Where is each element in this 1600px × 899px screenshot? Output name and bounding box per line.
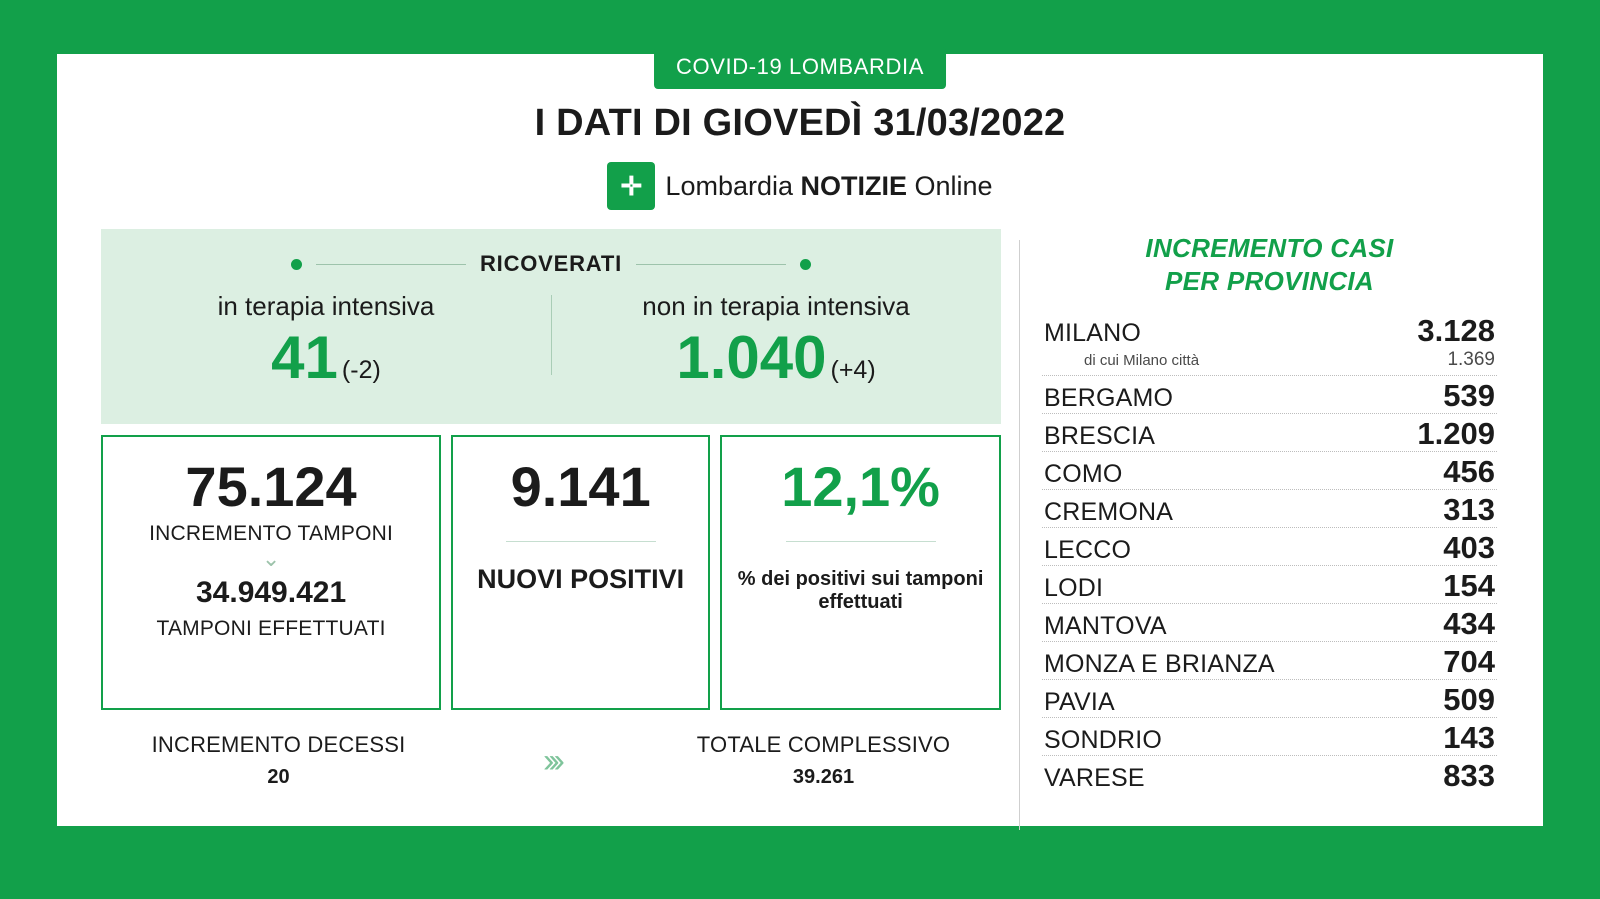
province-value: 704: [1443, 644, 1495, 679]
province-value: 509: [1443, 682, 1495, 717]
province-name: SONDRIO: [1044, 726, 1163, 754]
table-row: [1042, 566, 1497, 604]
province-column: [1042, 232, 1497, 794]
bullet-dot-right-icon: [800, 259, 811, 270]
ricoverati-values: [101, 291, 1001, 389]
divider-line: [506, 541, 656, 542]
province-name: LECCO: [1044, 536, 1132, 564]
non-terapia-intensiva-number: 1.040: [676, 324, 827, 391]
province-value: 434: [1443, 606, 1495, 641]
province-title: [1042, 232, 1497, 297]
decessi-label: INCREMENTO DECESSI: [151, 732, 406, 757]
totale-block: [646, 732, 1001, 789]
rule-left: [316, 264, 466, 265]
province-value: 456: [1443, 454, 1495, 489]
ricoverati-panel: [101, 229, 1001, 424]
province-name: VARESE: [1044, 764, 1145, 792]
terapia-intensiva-block: [101, 291, 551, 389]
nuovi-positivi-value: 9.141: [510, 455, 651, 518]
arrows-icon: ›››: [543, 742, 559, 780]
province-title-line1: INCREMENTO CASI: [1145, 233, 1394, 263]
percentuale-label: % dei positivi sui tamponi effettuati: [737, 568, 984, 613]
province-value: 1.209: [1417, 416, 1495, 451]
table-row: [1042, 756, 1497, 794]
ricoverati-title: RICOVERATI: [479, 251, 623, 276]
province-name: CREMONA: [1044, 498, 1174, 526]
non-terapia-intensiva-block: [551, 291, 1001, 389]
province-name: COMO: [1044, 460, 1123, 488]
province-title-line2: PER PROVINCIA: [1164, 265, 1375, 296]
table-row: [1042, 680, 1497, 718]
percentuale-card: [720, 435, 1001, 710]
page-title: I DATI DI GIOVEDÌ 31/03/2022: [534, 102, 1066, 144]
rule-right: [636, 264, 786, 265]
table-row: [1042, 452, 1497, 490]
province-name: MANTOVA: [1044, 612, 1167, 640]
brand-text-part3: Online: [907, 170, 993, 201]
milano-citta-label: di cui Milano città: [1084, 352, 1200, 369]
province-list: [1042, 311, 1497, 794]
nuovi-positivi-label: NUOVI POSITIVI: [477, 564, 685, 594]
province-name: LODI: [1044, 574, 1104, 602]
table-row: [1042, 642, 1497, 680]
totale-value: 39.261: [792, 766, 855, 788]
brand-lockup: [57, 162, 1543, 210]
table-row: [1042, 376, 1497, 414]
percentuale-value: 12,1%: [781, 455, 940, 518]
tamponi-incremento-label: INCREMENTO TAMPONI: [149, 522, 394, 545]
totale-label: TOTALE COMPLESSIVO: [696, 732, 951, 757]
province-name: MILANO: [1044, 319, 1142, 347]
province-name: BERGAMO: [1044, 384, 1174, 412]
table-row: [1042, 604, 1497, 642]
terapia-intensiva-delta: (-2): [341, 356, 381, 384]
terapia-intensiva-number: 41: [271, 324, 338, 391]
decessi-value: 20: [267, 766, 290, 788]
non-terapia-intensiva-delta: (+4): [830, 356, 876, 384]
logo-glyph: ✛: [620, 171, 643, 201]
province-name: BRESCIA: [1044, 422, 1156, 450]
ricoverati-header: [101, 251, 1001, 277]
table-row: [1042, 528, 1497, 566]
ribbon-banner: COVID-19 LOMBARDIA: [654, 47, 946, 89]
column-divider: [1019, 240, 1020, 830]
table-row-sub: [1042, 349, 1497, 376]
nuovi-positivi-card: [451, 435, 710, 710]
non-terapia-intensiva-label: non in terapia intensiva: [642, 291, 910, 321]
province-value: 313: [1443, 492, 1495, 527]
province-value: 143: [1443, 720, 1495, 755]
infographic-card: [57, 54, 1543, 826]
milano-citta-value: 1.369: [1447, 349, 1495, 370]
tamponi-card: [101, 435, 441, 710]
left-column: [101, 229, 1001, 789]
table-row: [1042, 718, 1497, 756]
tamponi-incremento-value: 75.124: [185, 455, 357, 518]
province-value: 154: [1443, 568, 1495, 603]
table-row: [1042, 311, 1497, 349]
divider-line-2: [786, 541, 936, 542]
brand-text: [665, 171, 992, 202]
terapia-intensiva-value: [101, 326, 551, 389]
table-row: [1042, 490, 1497, 528]
tamponi-totale-value: 34.949.421: [195, 576, 347, 609]
bottom-row: [101, 732, 1001, 789]
terapia-intensiva-label: in terapia intensiva: [217, 291, 435, 321]
tamponi-totale-label: TAMPONI EFFETTUATI: [156, 617, 386, 640]
chevron-down-icon: ⌄: [261, 546, 281, 571]
brand-text-part1: Lombardia: [665, 170, 801, 201]
province-name: MONZA E BRIANZA: [1044, 650, 1275, 678]
province-value: 403: [1443, 530, 1495, 565]
province-name: PAVIA: [1044, 688, 1115, 716]
province-value: 3.128: [1417, 313, 1495, 348]
brand-text-part2: NOTIZIE: [800, 170, 908, 201]
province-value: 833: [1443, 758, 1495, 793]
non-terapia-intensiva-value: [551, 326, 1001, 389]
decessi-block: [101, 732, 456, 789]
province-value: 539: [1443, 378, 1495, 413]
lombardia-logo-icon: [607, 162, 655, 210]
bullet-dot-left-icon: [291, 259, 302, 270]
table-row: [1042, 414, 1497, 452]
stats-row: [101, 435, 1001, 710]
